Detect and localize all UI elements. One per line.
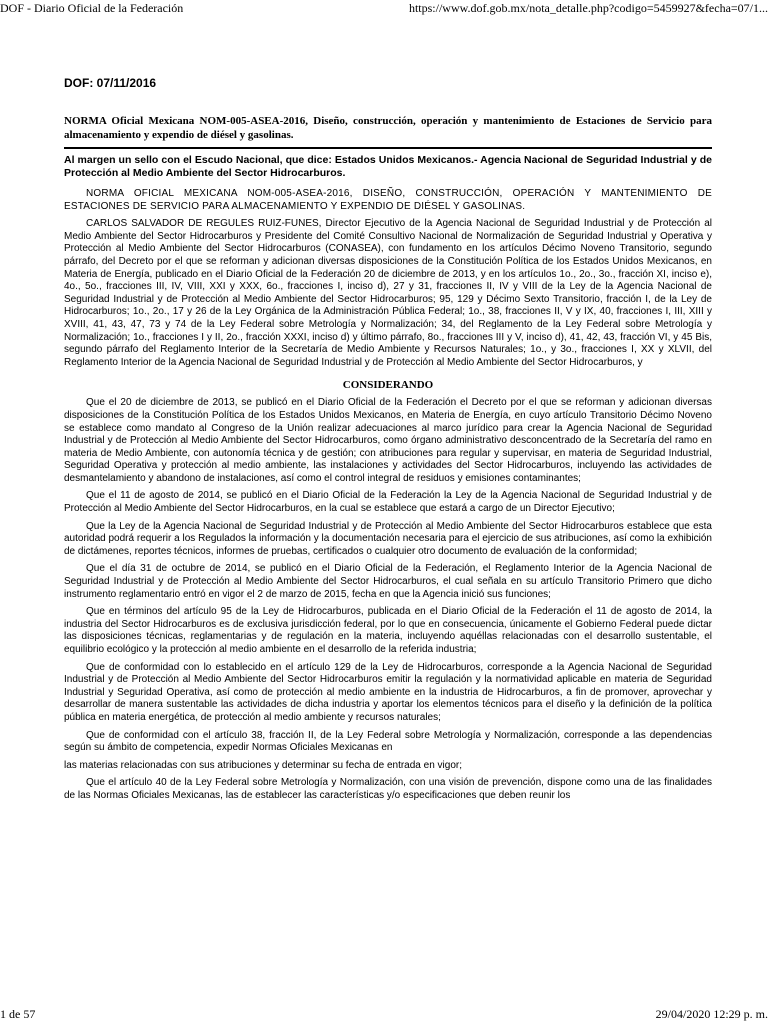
considerando-heading: CONSIDERANDO bbox=[342, 379, 434, 392]
continuation-line: las materias relacionadas con sus atribuciones y determinar su fecha de entrada en vigor; bbox=[64, 759, 462, 771]
considerando-paragraph: Que de conformidad con el artículo 38, fracción II, de la Ley Federal sobre Metrología y Normalización, corresponde a las dependencias según su ámbito de competencia, expedir Normas Oficiales Mexicanas en bbox=[64, 729, 712, 754]
page-count: 1 de 57 bbox=[0, 1007, 36, 1021]
print-footer bbox=[0, 1006, 768, 1024]
considerando-paragraph: Que el artículo 40 de la Ley Federal sobre Metrología y Normalización, con una visión de prevención, dispone como una de las finalidades de las Normas Oficiales Mexicanas, las de establecer las características y/o especificaciones que deben reunir los bbox=[64, 777, 712, 801]
margin-note: Al margen un sello con el Escudo Nacional, que dice: Estados Unidos Mexicanos.- Agencia Nacional de Seguridad Industrial y de Protección al Medio Ambiente del Sector Hidrocarburos. bbox=[64, 154, 712, 179]
considerando-paragraph: Que el día 31 de octubre de 2014, se publicó en el Diario Oficial de la Federación, el Reglamento Interior de la Agencia Nacional de Seguridad Industrial y de Protección al Medio Ambiente del Sector Hidrocarburos, el cual señala en su artículo Transitorio Primero que dicho instrumento reglamentario entró en vigor el 2 de marzo de 2015, fecha en que la Agencia inició sus funciones; bbox=[64, 563, 712, 600]
page-title: DOF - Diario Oficial de la Federación bbox=[0, 1, 184, 15]
document-body bbox=[64, 76, 712, 808]
norm-title: NORMA Oficial Mexicana NOM-005-ASEA-2016, Diseño, construcción, operación y mantenimiento de Estaciones de Servicio para almacenamiento y expendio de diésel y gasolinas. bbox=[64, 114, 712, 149]
page-url[interactable]: https://www.dof.gob.mx/nota_detalle.php?codigo=5459927&fecha=07/1... bbox=[408, 1, 768, 15]
considerando-paragraph: Que el 20 de diciembre de 2013, se publicó en el Diario Oficial de la Federación el Decreto por el que se reforman y adicionan diversas disposiciones de la Constitución Política de los Estados Unidos Mexicanos, en Materia de Energía, en cuyo artículo Transitorio Décimo Noveno se establece como mandato al Congreso de la Unión realizar adecuaciones al marco jurídico para crear la Agencia Nacional de Seguridad Industrial y de Protección al Medio Ambiente del Sector Hidrocarburos, como órgano administrativo desconcentrado de la Secretaría del ramo en materia de Medio Ambiente, con autonomía técnica y de gestión; con atribuciones para regular y supervisar, en materia de Seguridad Industrial, Seguridad Operativa y protección al medio ambiente, las instalaciones y actividades del Sector Hidrocarburos, incluyendo las actividades de desmantelamiento y abandono de instalaciones, así como el control integral de residuos y emisiones contaminantes; bbox=[64, 397, 712, 484]
print-header bbox=[0, 0, 768, 16]
norm-title-caps: NORMA OFICIAL MEXICANA NOM-005-ASEA-2016, DISEÑO, CONSTRUCCIÓN, OPERACIÓN Y MANTENIMIENTO DE ESTACIONES DE SERVICIO PARA ALMACENAMIENTO Y EXPENDIO DE DIÉSEL Y GASOLINAS. bbox=[64, 188, 712, 212]
intro-paragraph: CARLOS SALVADOR DE REGULES RUIZ-FUNES, Director Ejecutivo de la Agencia Nacional de Seguridad Industrial y de Protección al Medio Ambiente del Sector Hidrocarburos y Presidente del Comité Consultivo Nacional de Normalización de Seguridad Industrial y Operativa y Protección al Medio Ambiente del Sector Hidrocarburos (CONASEA), con fundamento en los artículos Décimo Noveno Transitorio, segundo párrafo, del Decreto por el que se reforman y adicionan diversas disposiciones de la Constitución Política de los Estados Unidos Mexicanos, en Materia de Energía, publicado en el Diario Oficial de la Federación 20 de diciembre de 2013, y en los artículos 1o., 2o., 3o., fracción XI, inciso e), 4o., 5o., fracciones III, IV, VIII, XXI y XXX, 6o., fracciones I, inciso d), 27 y 31, fracciones II, IV y VIII de la Ley de la Agencia Nacional de Seguridad Industrial y de Protección al Medio Ambiente del Sector Hidrocarburos; 95, 129 y Décimo Sexto Transitorio, fracción I, de la Ley de Hidrocarburos; 1o., 2o., 17 y 26 de la Ley Orgánica de la Administración Pública Federal; 1o., 38, fracciones II, V y IX, 40, fracciones I, III, XIII y XVIII, 41, 43, 47, 73 y 74 de la Ley Federal sobre Metrología y Normalización; 34, del Reglamento de la Ley Federal sobre Metrología y Normalización; 1o., fracciones I y II, 2o., fracción XXXI, inciso d) y último párrafo, 8o., fracciones III y V, inciso d), 41, 42, 43, fracción VI, y 45 Bis, segundo párrafo del Reglamento Interior de la Secretaría de Medio Ambiente y Recursos Naturales; 1o., y 3o., fracciones I, XX y XLVII, del Reglamento Interior de la Agencia Nacional de Seguridad Industrial y de Protección al Medio Ambiente del Sector Hidrocarburos, y bbox=[64, 218, 712, 368]
publication-date: DOF: 07/11/2016 bbox=[64, 76, 157, 90]
considerando-paragraph: Que en términos del artículo 95 de la Ley de Hidrocarburos, publicada en el Diario Oficial de la Federación el 11 de agosto de 2014, la industria del Sector Hidrocarburos es de exclusiva jurisdicción federal, por lo que en consecuencia, únicamente el Gobierno Federal puede dictar las disposiciones técnicas, reglamentarias y de regulación en la materia, incluyendo aquéllas relacionadas con el desarrollo sustentable, el equilibrio ecológico y la protección al medio ambiente en el desarrollo de la referida industria; bbox=[64, 606, 712, 655]
print-timestamp: 29/04/2020 12:29 p. m. bbox=[655, 1007, 768, 1021]
considerando-paragraph: Que la Ley de la Agencia Nacional de Seguridad Industrial y de Protección al Medio Ambiente del Sector Hidrocarburos establece que esta autoridad podrá requerir a los Regulados la información y la documentación necesaria para el ejercicio de sus atribuciones, así como la exhibición de dictámenes, reportes técnicos, informes de pruebas, certificados o cualquier otro documento de evaluación de la conformidad; bbox=[64, 520, 712, 557]
considerando-paragraph: Que de conformidad con lo establecido en el artículo 129 de la Ley de Hidrocarburos, corresponde a la Agencia Nacional de Seguridad Industrial y de Protección al Medio Ambiente del Sector Hidrocarburos emitir la regulación y la normatividad aplicable en materia de Seguridad Industrial y Seguridad Operativa, así como de protección al medio ambiente en la industria de Hidrocarburos, a fin de promover, aprovechar y desarrollar de manera sustentable las actividades de dicha industria y aportar los elementos técnicos para el diseño y la definición de la política pública en materia energética, de protección al medio ambiente y recursos naturales; bbox=[64, 661, 712, 723]
considerando-paragraph: Que el 11 de agosto de 2014, se publicó en el Diario Oficial de la Federación la Ley de la Agencia Nacional de Seguridad Industrial y de Protección al Medio Ambiente del Sector Hidrocarburos, en la cual se establece que estará a cargo de un Director Ejecutivo; bbox=[64, 490, 712, 515]
